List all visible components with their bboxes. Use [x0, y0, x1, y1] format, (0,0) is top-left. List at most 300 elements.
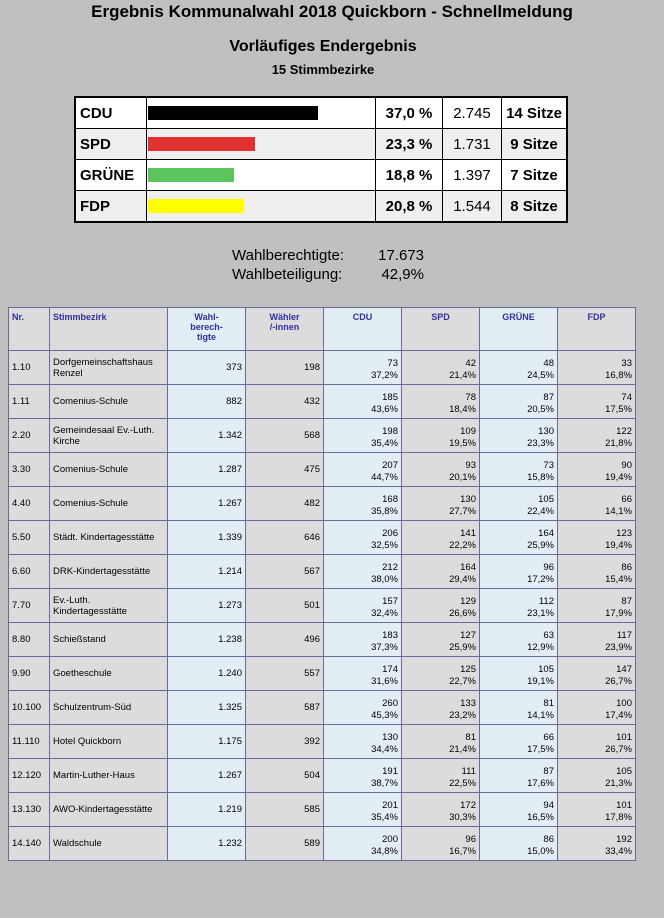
- fdp-percent: 15,4%: [605, 574, 632, 585]
- gruene-cell: [480, 623, 558, 657]
- district-nr: 9.90: [9, 657, 50, 691]
- district-eligible: 1.175: [168, 725, 246, 759]
- cdu-percent: 37,2%: [371, 370, 398, 381]
- district-name: Gemeindesaal Ev.-Luth. Kirche: [50, 419, 168, 453]
- fdp-percent: 17,5%: [605, 404, 632, 415]
- spd-votes: 133: [460, 698, 476, 709]
- table-row: [9, 827, 636, 861]
- header-voters: [246, 308, 324, 351]
- eligible-row: [232, 246, 424, 265]
- gruene-votes: 105: [538, 664, 554, 675]
- district-eligible: 1.339: [168, 521, 246, 555]
- fdp-votes: 117: [616, 630, 632, 641]
- spd-cell: [402, 623, 480, 657]
- cdu-percent: 32,4%: [371, 608, 398, 619]
- gruene-percent: 15,0%: [527, 846, 554, 857]
- spd-votes: 164: [460, 562, 476, 573]
- district-eligible: 1.238: [168, 623, 246, 657]
- fdp-cell: [558, 453, 636, 487]
- fdp-votes: 86: [621, 562, 632, 573]
- spd-cell: [402, 827, 480, 861]
- table-header-row: [9, 308, 636, 351]
- header-gruene: GRÜNE: [480, 308, 558, 351]
- cdu-percent: 45,3%: [371, 710, 398, 721]
- fdp-percent: 16,8%: [605, 370, 632, 381]
- district-eligible: 1.219: [168, 793, 246, 827]
- fdp-votes: 101: [616, 800, 632, 811]
- header-voters-line1: Wähler: [269, 312, 300, 322]
- cdu-percent: 35,8%: [371, 506, 398, 517]
- fdp-votes: 66: [621, 494, 632, 505]
- cdu-votes: 168: [382, 494, 398, 505]
- fdp-cell: [558, 691, 636, 725]
- fdp-cell: [558, 623, 636, 657]
- party-votes: 1.544: [443, 191, 502, 223]
- spd-votes: 172: [460, 800, 476, 811]
- district-name: Martin-Luther-Haus: [50, 759, 168, 793]
- spd-votes: 42: [465, 358, 476, 369]
- district-voters: 496: [246, 623, 324, 657]
- turnout-row: [232, 265, 424, 284]
- spd-percent: 18,4%: [449, 404, 476, 415]
- table-row: [9, 487, 636, 521]
- eligible-value: 17.673: [378, 247, 424, 264]
- cdu-percent: 35,4%: [371, 812, 398, 823]
- fdp-cell: [558, 725, 636, 759]
- district-voters: 475: [246, 453, 324, 487]
- district-eligible: 1.232: [168, 827, 246, 861]
- district-nr: 8.80: [9, 623, 50, 657]
- table-row: [9, 385, 636, 419]
- cdu-votes: 206: [382, 528, 398, 539]
- gruene-votes: 81: [543, 698, 554, 709]
- spd-cell: [402, 521, 480, 555]
- gruene-votes: 130: [538, 426, 554, 437]
- fdp-votes: 100: [616, 698, 632, 709]
- spd-percent: 22,2%: [449, 540, 476, 551]
- result-status: Vorläufiges Endergebnis: [229, 38, 417, 55]
- district-eligible: 1.342: [168, 419, 246, 453]
- summary-row-spd: [75, 129, 567, 160]
- spd-cell: [402, 725, 480, 759]
- gruene-cell: [480, 453, 558, 487]
- party-bar-cell: [147, 129, 376, 160]
- table-row: [9, 759, 636, 793]
- fdp-votes: 192: [616, 834, 632, 845]
- district-name: Städt. Kindertagesstätte: [50, 521, 168, 555]
- table-row: [9, 521, 636, 555]
- party-percent: 20,8 %: [376, 191, 443, 223]
- spd-cell: [402, 385, 480, 419]
- district-nr: 3.30: [9, 453, 50, 487]
- header-eligible-line1: Wahl-: [194, 312, 219, 322]
- party-name: CDU: [75, 97, 147, 129]
- gruene-votes: 164: [538, 528, 554, 539]
- cdu-percent: 43,6%: [371, 404, 398, 415]
- gruene-cell: [480, 657, 558, 691]
- fdp-votes: 87: [621, 596, 632, 607]
- gruene-percent: 17,2%: [527, 574, 554, 585]
- district-voters: 501: [246, 589, 324, 623]
- eligible-label: Wahlberechtigte:: [232, 247, 345, 264]
- gruene-percent: 19,1%: [527, 676, 554, 687]
- party-bar-cell: [147, 160, 376, 191]
- fdp-cell: [558, 657, 636, 691]
- fdp-percent: 21,8%: [605, 438, 632, 449]
- header-eligible: [168, 308, 246, 351]
- turnout-value: 42,9%: [381, 266, 424, 283]
- district-voters: 589: [246, 827, 324, 861]
- cdu-percent: 37,3%: [371, 642, 398, 653]
- fdp-cell: [558, 351, 636, 385]
- cdu-cell: [324, 725, 402, 759]
- district-nr: 1.11: [9, 385, 50, 419]
- district-name: Comenius-Schule: [50, 453, 168, 487]
- fdp-votes: 90: [621, 460, 632, 471]
- district-voters: 568: [246, 419, 324, 453]
- district-nr: 10.100: [9, 691, 50, 725]
- table-row: [9, 453, 636, 487]
- party-share-bar: [148, 168, 234, 182]
- table-row: [9, 725, 636, 759]
- district-name: AWO-Kindertagesstätte: [50, 793, 168, 827]
- district-eligible: 1.267: [168, 759, 246, 793]
- fdp-votes: 105: [616, 766, 632, 777]
- gruene-percent: 17,6%: [527, 778, 554, 789]
- district-name: Goetheschule: [50, 657, 168, 691]
- cdu-cell: [324, 555, 402, 589]
- spd-votes: 78: [465, 392, 476, 403]
- cdu-votes: 157: [382, 596, 398, 607]
- gruene-percent: 12,9%: [527, 642, 554, 653]
- district-nr: 5.50: [9, 521, 50, 555]
- summary-row-grüne: [75, 160, 567, 191]
- gruene-percent: 17,5%: [527, 744, 554, 755]
- party-share-bar: [148, 199, 244, 213]
- header-fdp: FDP: [558, 308, 636, 351]
- gruene-percent: 23,1%: [527, 608, 554, 619]
- spd-cell: [402, 657, 480, 691]
- spd-percent: 20,1%: [449, 472, 476, 483]
- district-eligible: 1.214: [168, 555, 246, 589]
- gruene-percent: 20,5%: [527, 404, 554, 415]
- party-percent: 18,8 %: [376, 160, 443, 191]
- district-voters: 587: [246, 691, 324, 725]
- gruene-percent: 14,1%: [527, 710, 554, 721]
- gruene-cell: [480, 351, 558, 385]
- cdu-votes: 198: [382, 426, 398, 437]
- gruene-cell: [480, 521, 558, 555]
- gruene-cell: [480, 725, 558, 759]
- page-title: Ergebnis Kommunalwahl 2018 Quickborn - Schnellmeldung: [91, 2, 573, 21]
- fdp-cell: [558, 793, 636, 827]
- cdu-votes: 183: [382, 630, 398, 641]
- turnout-stats: [232, 246, 424, 284]
- gruene-votes: 86: [543, 834, 554, 845]
- party-name: FDP: [75, 191, 147, 223]
- district-voters: 504: [246, 759, 324, 793]
- cdu-votes: 185: [382, 392, 398, 403]
- header-spd: SPD: [402, 308, 480, 351]
- spd-cell: [402, 419, 480, 453]
- cdu-cell: [324, 691, 402, 725]
- district-nr: 14.140: [9, 827, 50, 861]
- summary-row-cdu: [75, 97, 567, 129]
- cdu-votes: 191: [382, 766, 398, 777]
- cdu-cell: [324, 623, 402, 657]
- district-voters: 392: [246, 725, 324, 759]
- party-percent: 23,3 %: [376, 129, 443, 160]
- spd-cell: [402, 691, 480, 725]
- cdu-votes: 201: [382, 800, 398, 811]
- spd-percent: 26,6%: [449, 608, 476, 619]
- fdp-cell: [558, 385, 636, 419]
- fdp-percent: 17,9%: [605, 608, 632, 619]
- fdp-cell: [558, 419, 636, 453]
- district-results-table: [8, 307, 636, 861]
- district-nr: 12.120: [9, 759, 50, 793]
- district-name: Dorfgemeinschaftshaus Renzel: [50, 351, 168, 385]
- party-share-bar: [148, 106, 318, 120]
- spd-percent: 16,7%: [449, 846, 476, 857]
- gruene-percent: 23,3%: [527, 438, 554, 449]
- fdp-percent: 17,8%: [605, 812, 632, 823]
- district-nr: 11.110: [9, 725, 50, 759]
- cdu-percent: 38,7%: [371, 778, 398, 789]
- district-voters: 646: [246, 521, 324, 555]
- district-name: Schießstand: [50, 623, 168, 657]
- cdu-percent: 44,7%: [371, 472, 398, 483]
- spd-cell: [402, 759, 480, 793]
- spd-percent: 23,2%: [449, 710, 476, 721]
- spd-votes: 130: [460, 494, 476, 505]
- district-voters: 482: [246, 487, 324, 521]
- cdu-votes: 130: [382, 732, 398, 743]
- fdp-percent: 33,4%: [605, 846, 632, 857]
- district-name: Comenius-Schule: [50, 385, 168, 419]
- header-eligible-line3: tigte: [197, 332, 216, 342]
- spd-votes: 109: [460, 426, 476, 437]
- gruene-percent: 15,8%: [527, 472, 554, 483]
- table-row: [9, 419, 636, 453]
- cdu-votes: 260: [382, 698, 398, 709]
- spd-cell: [402, 589, 480, 623]
- party-seats: 9 Sitze: [502, 129, 568, 160]
- district-name: Hotel Quickborn: [50, 725, 168, 759]
- spd-percent: 19,5%: [449, 438, 476, 449]
- fdp-cell: [558, 589, 636, 623]
- gruene-percent: 25,9%: [527, 540, 554, 551]
- district-voters: 567: [246, 555, 324, 589]
- party-votes: 2.745: [443, 97, 502, 129]
- fdp-votes: 33: [621, 358, 632, 369]
- spd-votes: 129: [460, 596, 476, 607]
- spd-votes: 93: [465, 460, 476, 471]
- fdp-cell: [558, 521, 636, 555]
- table-row: [9, 623, 636, 657]
- cdu-cell: [324, 419, 402, 453]
- district-nr: 1.10: [9, 351, 50, 385]
- spd-cell: [402, 453, 480, 487]
- fdp-cell: [558, 555, 636, 589]
- cdu-cell: [324, 657, 402, 691]
- gruene-cell: [480, 827, 558, 861]
- district-eligible: 1.267: [168, 487, 246, 521]
- table-row: [9, 657, 636, 691]
- fdp-percent: 19,4%: [605, 472, 632, 483]
- header-district: Stimmbezirk: [50, 308, 168, 351]
- gruene-cell: [480, 419, 558, 453]
- gruene-votes: 105: [538, 494, 554, 505]
- gruene-votes: 87: [543, 766, 554, 777]
- cdu-votes: 212: [382, 562, 398, 573]
- cdu-percent: 34,4%: [371, 744, 398, 755]
- fdp-votes: 74: [621, 392, 632, 403]
- fdp-cell: [558, 759, 636, 793]
- gruene-votes: 94: [543, 800, 554, 811]
- spd-percent: 29,4%: [449, 574, 476, 585]
- fdp-percent: 23,9%: [605, 642, 632, 653]
- cdu-cell: [324, 487, 402, 521]
- cdu-cell: [324, 589, 402, 623]
- gruene-percent: 16,5%: [527, 812, 554, 823]
- spd-cell: [402, 555, 480, 589]
- gruene-cell: [480, 589, 558, 623]
- spd-votes: 127: [460, 630, 476, 641]
- party-name: GRÜNE: [75, 160, 147, 191]
- district-nr: 6.60: [9, 555, 50, 589]
- gruene-percent: 22,4%: [527, 506, 554, 517]
- fdp-percent: 26,7%: [605, 676, 632, 687]
- fdp-percent: 17,4%: [605, 710, 632, 721]
- fdp-votes: 147: [616, 664, 632, 675]
- fdp-cell: [558, 487, 636, 521]
- party-name: SPD: [75, 129, 147, 160]
- cdu-cell: [324, 385, 402, 419]
- district-name: Comenius-Schule: [50, 487, 168, 521]
- cdu-votes: 207: [382, 460, 398, 471]
- cdu-percent: 31,6%: [371, 676, 398, 687]
- party-bar-cell: [147, 97, 376, 129]
- header-nr: Nr.: [9, 308, 50, 351]
- fdp-percent: 21,3%: [605, 778, 632, 789]
- table-row: [9, 555, 636, 589]
- district-name: DRK-Kindertagesstätte: [50, 555, 168, 589]
- summary-row-fdp: [75, 191, 567, 223]
- table-row: [9, 351, 636, 385]
- gruene-votes: 112: [538, 596, 554, 607]
- cdu-percent: 38,0%: [371, 574, 398, 585]
- party-seats: 8 Sitze: [502, 191, 568, 223]
- district-nr: 2.20: [9, 419, 50, 453]
- district-voters: 432: [246, 385, 324, 419]
- spd-percent: 21,4%: [449, 744, 476, 755]
- summary-table: [74, 96, 568, 223]
- gruene-votes: 63: [543, 630, 554, 641]
- spd-votes: 141: [460, 528, 476, 539]
- gruene-cell: [480, 385, 558, 419]
- cdu-percent: 32,5%: [371, 540, 398, 551]
- gruene-votes: 87: [543, 392, 554, 403]
- district-count: 15 Stimmbezirke: [271, 62, 375, 77]
- gruene-cell: [480, 487, 558, 521]
- gruene-cell: [480, 759, 558, 793]
- gruene-votes: 66: [543, 732, 554, 743]
- gruene-votes: 96: [543, 562, 554, 573]
- district-eligible: 373: [168, 351, 246, 385]
- cdu-votes: 174: [382, 664, 398, 675]
- spd-votes: 125: [460, 664, 476, 675]
- fdp-percent: 26,7%: [605, 744, 632, 755]
- header-eligible-line2: berech-: [190, 322, 223, 332]
- cdu-cell: [324, 793, 402, 827]
- district-voters: 585: [246, 793, 324, 827]
- cdu-percent: 34,8%: [371, 846, 398, 857]
- gruene-votes: 48: [543, 358, 554, 369]
- party-percent: 37,0 %: [376, 97, 443, 129]
- cdu-cell: [324, 827, 402, 861]
- cdu-cell: [324, 351, 402, 385]
- district-nr: 13.130: [9, 793, 50, 827]
- fdp-cell: [558, 827, 636, 861]
- fdp-votes: 101: [616, 732, 632, 743]
- district-eligible: 1.287: [168, 453, 246, 487]
- spd-percent: 30,3%: [449, 812, 476, 823]
- spd-votes: 96: [465, 834, 476, 845]
- table-row: [9, 793, 636, 827]
- spd-cell: [402, 487, 480, 521]
- cdu-cell: [324, 453, 402, 487]
- spd-percent: 25,9%: [449, 642, 476, 653]
- district-nr: 7.70: [9, 589, 50, 623]
- header-cdu: CDU: [324, 308, 402, 351]
- spd-votes: 81: [465, 732, 476, 743]
- party-votes: 1.397: [443, 160, 502, 191]
- gruene-votes: 73: [543, 460, 554, 471]
- table-row: [9, 691, 636, 725]
- cdu-percent: 35,4%: [371, 438, 398, 449]
- district-name: Ev.-Luth. Kindertagesstätte: [50, 589, 168, 623]
- party-votes: 1.731: [443, 129, 502, 160]
- header-voters-line2: /-innen: [269, 322, 300, 332]
- fdp-percent: 19,4%: [605, 540, 632, 551]
- district-voters: 198: [246, 351, 324, 385]
- gruene-cell: [480, 691, 558, 725]
- fdp-percent: 14,1%: [605, 506, 632, 517]
- spd-votes: 111: [461, 766, 476, 777]
- cdu-votes: 200: [382, 834, 398, 845]
- spd-cell: [402, 351, 480, 385]
- gruene-percent: 24,5%: [527, 370, 554, 381]
- district-eligible: 1.325: [168, 691, 246, 725]
- party-seats: 14 Sitze: [502, 97, 568, 129]
- district-name: Schulzentrum-Süd: [50, 691, 168, 725]
- district-nr: 4.40: [9, 487, 50, 521]
- spd-percent: 22,7%: [449, 676, 476, 687]
- gruene-cell: [480, 555, 558, 589]
- cdu-cell: [324, 759, 402, 793]
- spd-cell: [402, 793, 480, 827]
- cdu-votes: 73: [387, 358, 398, 369]
- district-eligible: 882: [168, 385, 246, 419]
- table-row: [9, 589, 636, 623]
- fdp-votes: 122: [616, 426, 632, 437]
- district-eligible: 1.273: [168, 589, 246, 623]
- spd-percent: 22,5%: [449, 778, 476, 789]
- district-name: Waldschule: [50, 827, 168, 861]
- district-voters: 557: [246, 657, 324, 691]
- spd-percent: 21,4%: [449, 370, 476, 381]
